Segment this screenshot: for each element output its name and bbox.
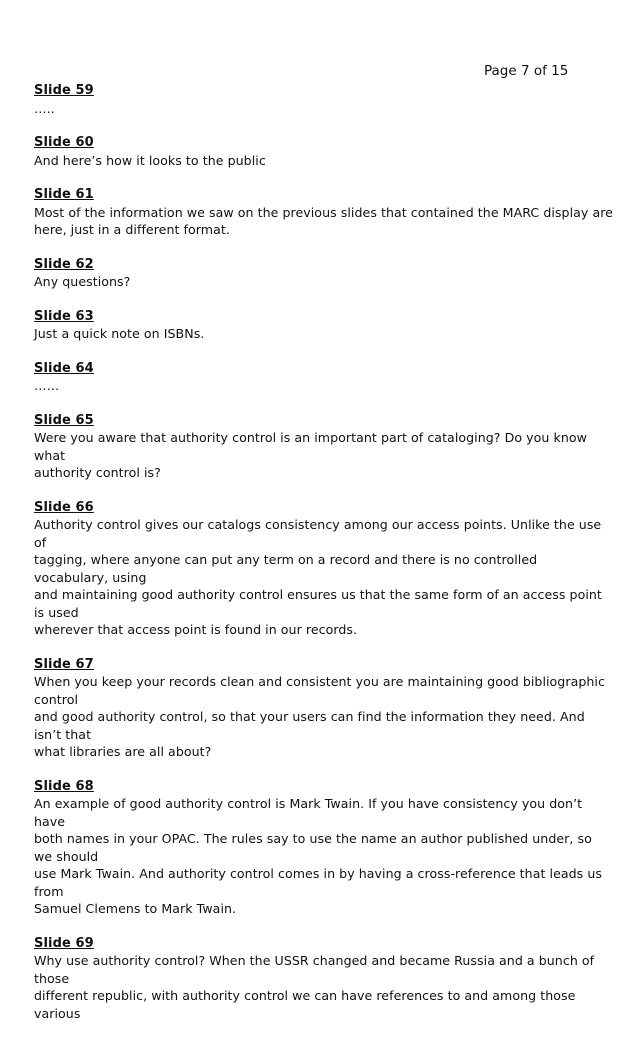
- slide-text: When you keep your records clean and consistent you are maintaining good bibliographic control and good authority control, so that your users can find the information they need. And isn’t that what libraries are all about?: [34, 674, 605, 759]
- slide-heading: Slide 67: [34, 656, 94, 672]
- slide-text: Most of the information we saw on the previous slides that contained the MARC display are here, just in a different format.: [34, 204, 613, 237]
- slide-heading: Slide 61: [34, 187, 94, 202]
- slide-entry: [34, 360, 614, 395]
- slide-heading: Slide 62: [34, 256, 94, 272]
- slide-entry: [34, 82, 614, 117]
- slide-text: And here’s how it looks to the public: [34, 152, 266, 168]
- slide-text: Any questions?: [34, 274, 131, 289]
- slide-text: …..: [34, 100, 55, 116]
- slide-heading: Slide 68: [34, 778, 94, 794]
- slide-notes: [34, 82, 614, 1039]
- slide-text: Were you aware that authority control is an important part of cataloging? Do you know what authority control is?: [34, 430, 587, 480]
- slide-heading: Slide 69: [34, 935, 94, 951]
- slide-entry: [34, 256, 614, 291]
- slide-text: Just a quick note on ISBNs.: [34, 326, 205, 341]
- page-number: Page 7 of 15: [484, 63, 569, 79]
- slide-heading: Slide 65: [34, 412, 94, 428]
- slide-text: An example of good authority control is Mark Twain. If you have consistency you don’t have both names in your OPAC. The rules say to use the name an author published under, so we should use Mark Twain. And authority control comes in by having a cross-reference that leads us from Samuel Clemens to Mark Twain.: [34, 796, 602, 916]
- slide-heading: Slide 63: [34, 308, 94, 324]
- slide-entry: [34, 935, 614, 1023]
- slide-heading: Slide 66: [34, 499, 94, 515]
- slide-text: ……: [34, 378, 60, 393]
- slide-heading: Slide 59: [34, 83, 94, 98]
- slide-entry: [34, 308, 614, 343]
- slide-entry: [34, 778, 614, 918]
- slide-entry: [34, 412, 614, 482]
- slide-entry: [34, 656, 614, 761]
- slide-entry: [34, 186, 614, 239]
- slide-heading: Slide 64: [34, 360, 94, 376]
- slide-heading: Slide 60: [34, 135, 94, 150]
- slide-entry: [34, 134, 614, 169]
- slide-entry: [34, 499, 614, 639]
- slide-text: Why use authority control? When the USSR changed and became Russia and a bunch of those different republic, with authority control we can have references to and among those various: [34, 953, 595, 1021]
- slide-text: Authority control gives our catalogs consistency among our access points. Unlike the use of tagging, where anyone can put any term on a record and there is no controlled vocabulary, using and maintaining good authority control ensures us that the same form of an access point is used wherever that access point is found in our records.: [34, 517, 602, 637]
